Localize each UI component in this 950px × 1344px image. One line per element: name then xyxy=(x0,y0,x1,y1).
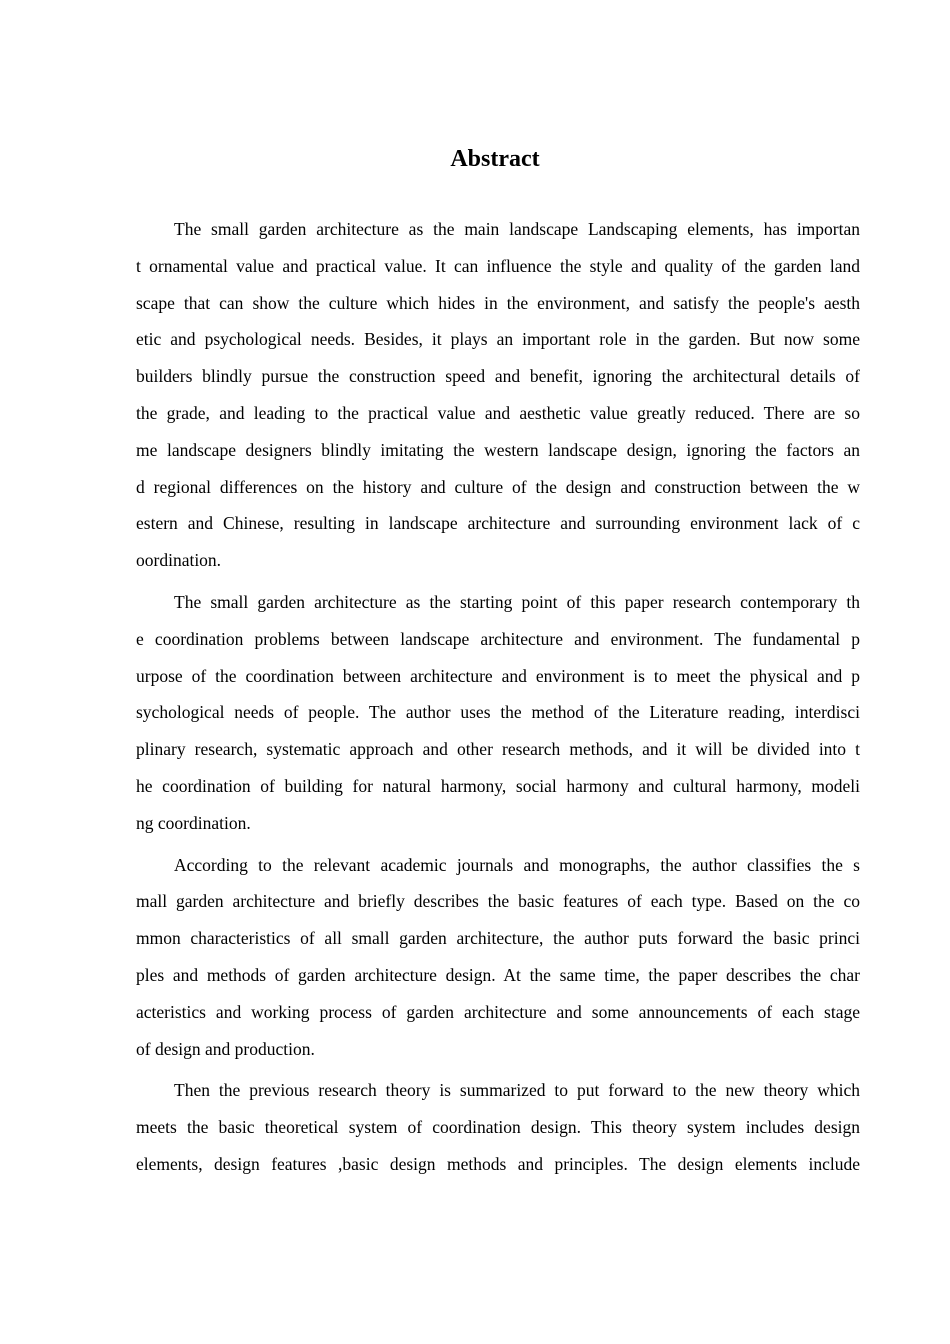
paragraph-line: builders blindly pursue the construction speed and benefit, ignoring the architectural details of xyxy=(136,366,860,387)
paragraph-line: of design and production. xyxy=(136,1038,315,1059)
paragraph-line: oordination. xyxy=(136,550,222,571)
paragraph-line: acteristics and working process of garden architecture and some announcements of each stage xyxy=(136,1001,860,1022)
paragraph-line: elements, design features ,basic design methods and principles. The design elements include xyxy=(136,1153,860,1174)
paragraph-line: ng coordination. xyxy=(136,812,251,833)
paragraph-line: scape that can show the culture which hides in the environment, and satisfy the people's aesth xyxy=(136,292,860,313)
paragraph-line: me landscape designers blindly imitating the western landscape design, ignoring the factors an xyxy=(136,439,860,460)
paragraph-line: plinary research, systematic approach and other research methods, and it will be divided into t xyxy=(136,739,860,760)
paragraph-line: estern and Chinese, resulting in landscape architecture and surrounding environment lack of c xyxy=(136,513,860,534)
paragraph-line: etic and psychological needs. Besides, it plays an important role in the garden. But now some xyxy=(136,329,860,350)
abstract-heading: Abstract xyxy=(450,146,540,172)
paragraph-line: The small garden architecture as the starting point of this paper research contemporary th xyxy=(174,591,860,612)
paragraph-line: urpose of the coordination between architecture and environment is to meet the physical and p xyxy=(136,665,860,686)
paragraph-line: mmon characteristics of all small garden architecture, the author puts forward the basic princi xyxy=(136,928,860,949)
abstract-paragraph xyxy=(136,588,860,846)
abstract-paragraph xyxy=(136,1076,860,1186)
paragraph-line: sychological needs of people. The author uses the method of the Literature reading, interdisci xyxy=(136,702,860,723)
paragraph-line: Then the previous research theory is summarized to put forward to the new theory which xyxy=(174,1080,860,1101)
abstract-paragraph xyxy=(136,851,860,1072)
paragraph-line: mall garden architecture and briefly describes the basic features of each type. Based on the co xyxy=(136,891,860,912)
paragraph-line: d regional differences on the history and culture of the design and construction between the w xyxy=(136,476,860,497)
abstract-paragraph xyxy=(136,215,860,583)
paragraph-line: meets the basic theoretical system of coordination design. This theory system includes design xyxy=(136,1117,860,1138)
paragraph-line: ples and methods of garden architecture design. At the same time, the paper describes the char xyxy=(136,964,860,985)
abstract-body xyxy=(136,215,860,1192)
paragraph-line: e coordination problems between landscape architecture and environment. The fundamental p xyxy=(136,628,860,649)
paragraph-line: the grade, and leading to the practical value and aesthetic value greatly reduced. There are so xyxy=(136,402,860,423)
paragraph-line: t ornamental value and practical value. It can influence the style and quality of the garden land xyxy=(136,255,860,276)
paragraph-line: According to the relevant academic journals and monographs, the author classifies the s xyxy=(174,854,860,875)
paragraph-line: The small garden architecture as the main landscape Landscaping elements, has importan xyxy=(174,219,860,239)
paragraph-line: he coordination of building for natural harmony, social harmony and cultural harmony, modeli xyxy=(136,775,860,796)
